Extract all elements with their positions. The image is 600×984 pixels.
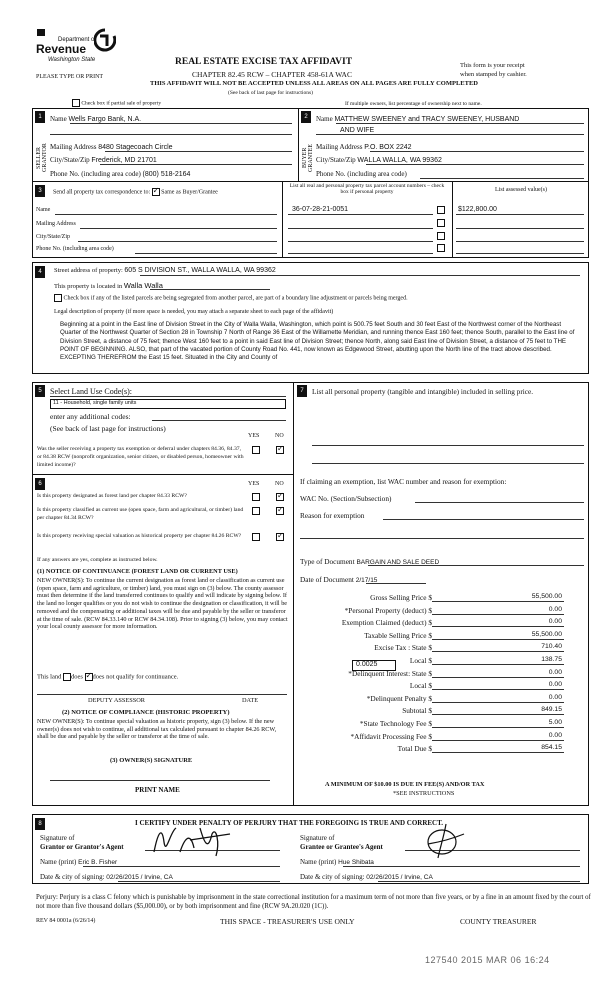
calc-row-label: Total Due $: [397, 744, 432, 753]
state-label: Washington State: [48, 57, 96, 63]
no-label-5: NO: [275, 433, 284, 439]
calc-row-value[interactable]: 5.00: [548, 719, 562, 726]
buyer-city[interactable]: WALLA WALLA, WA 99362: [357, 157, 442, 164]
continuance-text: NEW OWNER(S): To continue the current designation as forest land or classification as current use (open space, farm and agriculture, or timber) land, you must sign on (3) below. The county assessor must then determine if the land transferred continues to qualify and will indicate by signing below. If the land no longer qualifies or you do not wish to continue the designation or classification, it will be removed and the compensating or additional taxes will be due and payable by the seller or transferor at the time of sale. (RCW 84.33.140 or RCW 84.34.108). Prior to signing (3) below, you may contact your local county assessor for more information.: [37, 577, 288, 631]
this-land-label: This land: [37, 673, 62, 681]
calc-row-value[interactable]: 854.15: [541, 744, 562, 751]
section-4-number: 4: [35, 266, 45, 278]
calc-row-label: *Delinquent Interest: State $: [348, 669, 432, 678]
doc-date[interactable]: 2/17/15: [355, 577, 378, 584]
buyer-address-label: Mailing Address: [316, 143, 363, 151]
seller-phone-label: Phone No. (including area code): [50, 170, 141, 178]
grantor-sig-of: Signature of: [40, 834, 75, 842]
historic-yes-checkbox[interactable]: [252, 533, 260, 541]
grantor-print-label: Name (print): [40, 858, 77, 866]
exemption-yes-checkbox[interactable]: [252, 446, 260, 454]
no-label-6: NO: [275, 481, 284, 487]
section-3-number: 3: [35, 185, 45, 197]
legal-label: Legal description of property (if more space is needed, you may attach a separate sheet to each page of the affidavit): [54, 309, 334, 315]
yes-label-5: YES: [248, 433, 260, 439]
see-back-label: (See back of last page for instructions): [228, 90, 313, 96]
calc-row-label: Subtotal $: [402, 706, 432, 715]
deputy-assessor-label: DEPUTY ASSESSOR: [88, 697, 145, 704]
grantee-agent-label: Grantee or Grantee's Agent: [300, 843, 383, 851]
parcel-1-personal-checkbox[interactable]: [437, 206, 445, 214]
calc-row-value[interactable]: 0.00: [548, 694, 562, 701]
calc-row-value[interactable]: 55,500.00: [531, 631, 562, 638]
grantor-agent-label: Grantor or Grantor's Agent: [40, 843, 124, 851]
forest-yes-checkbox[interactable]: [252, 493, 260, 501]
current-use-yes-checkbox[interactable]: [252, 507, 260, 515]
continuance-title: (1) NOTICE OF CONTINUANCE (FOREST LAND OR CURRENT USE): [37, 568, 238, 575]
section-8-number: 8: [35, 818, 45, 830]
section-7-number: 7: [297, 385, 307, 397]
grantor-date[interactable]: 02/26/2015 / Irvine, CA: [106, 874, 173, 881]
land-use-code-field[interactable]: [50, 399, 286, 409]
calc-row-label: Local $: [409, 681, 432, 690]
calc-row-value[interactable]: 0.00: [548, 606, 562, 613]
does-not-label: does not: [92, 673, 115, 681]
historic-no-checkbox[interactable]: [276, 533, 284, 541]
grantee-date[interactable]: 02/26/2015 / Irvine, CA: [366, 874, 433, 881]
chapter-label: CHAPTER 82.45 RCW – CHAPTER 458-61A WAC: [192, 70, 352, 79]
grantee-date-label: Date & city of signing:: [300, 873, 365, 881]
grantee-name[interactable]: Hue Shibata: [338, 859, 374, 866]
calc-row-value[interactable]: 0.00: [548, 618, 562, 625]
segregated-label: Check box if any of the listed parcels are being segregated from another parcel, are part of a boundary line adjustment or parcels being merged.: [63, 295, 408, 302]
located-label: This property is located in: [54, 283, 123, 290]
doc-type-label: Type of Document: [300, 557, 355, 566]
same-as-buyer-label: Same as Buyer/Grantee: [161, 189, 218, 196]
calc-row-value[interactable]: 55,500.00: [531, 593, 562, 600]
print-name-label: PRINT NAME: [135, 786, 180, 794]
certify-label: I CERTIFY UNDER PENALTY OF PERJURY THAT THE FOREGOING IS TRUE AND CORRECT.: [135, 819, 444, 827]
minimum-due-label: A MINIMUM OF $10.00 IS DUE IN FEE(S) AND/OR TAX: [325, 781, 485, 788]
logo-mark-icon: [94, 28, 116, 52]
grantor-date-label: Date & city of signing:: [40, 873, 105, 881]
calc-row-label: Gross Selling Price $: [370, 593, 432, 602]
county-treasurer-label: COUNTY TREASURER: [460, 917, 537, 926]
current-use-question: Is this property classified as current use (open space, farm and agricultural, or timber) land per chapter 84.34 RCW?: [37, 507, 244, 521]
land-does-not-checkbox[interactable]: [85, 673, 93, 681]
recording-stamp: 127540 2015 MAR 06 16:24: [425, 955, 550, 965]
section-5-number: 5: [35, 385, 45, 397]
additional-codes-label: enter any additional codes:: [50, 412, 131, 421]
calc-row-value[interactable]: 0.00: [548, 669, 562, 676]
please-type: PLEASE TYPE OR PRINT: [36, 74, 104, 80]
multiple-owners-label: If multiple owners, list percentage of ownership next to name.: [345, 101, 482, 107]
warning-label: THIS AFFIDAVIT WILL NOT BE ACCEPTED UNLESS ALL AREAS ON ALL PAGES ARE FULLY COMPLETED: [150, 80, 478, 87]
land-does-checkbox[interactable]: [63, 673, 71, 681]
street-label: Street address of property:: [54, 267, 123, 274]
calc-row-label: *Affidavit Processing Fee $: [350, 732, 432, 741]
wac-label: WAC No. (Section/Subsection): [300, 494, 392, 503]
calc-row-label: *Delinquent Penalty $: [366, 694, 432, 703]
see-back-5: (See back of last page for instructions): [50, 424, 166, 433]
if-any-label: If any answers are yes, complete as instructed below.: [37, 557, 158, 563]
calc-row-value[interactable]: 0.00: [548, 681, 562, 688]
current-use-no-checkbox[interactable]: [276, 507, 284, 515]
revenue-logo: [36, 28, 126, 68]
treasurer-space-label: THIS SPACE - TREASURER'S USE ONLY: [220, 917, 355, 926]
buyer-name-label: Name: [316, 115, 333, 123]
parcel-4-personal-checkbox[interactable]: [437, 244, 445, 252]
form-title: REAL ESTATE EXCISE TAX AFFIDAVIT: [175, 57, 353, 67]
rate-field[interactable]: [352, 660, 396, 671]
rev-form-number: REV 84 0001a (6/26/14): [36, 918, 96, 924]
buyer-grantee-label: BUYER GRANTEE: [302, 144, 314, 172]
corr-address-label: Mailing Address: [36, 221, 76, 227]
grantee-print-label: Name (print): [300, 858, 337, 866]
partial-sale-checkbox[interactable]: [72, 99, 80, 107]
parcel-list-header: List all real and personal property tax parcel account numbers – check box if personal property: [289, 183, 445, 195]
receipt-2: when stamped by cashier.: [460, 71, 527, 78]
partial-sale-label: Check box if partial sale of property: [81, 100, 162, 107]
assessed-header: List assessed value(s): [495, 187, 547, 193]
legal-description[interactable]: Beginning at a point in the East line of Division Street in the City of Walla Walla, Washington, which point is 500.75 feet South and 30 feet East of the Northwest corner of the Northeast Quarter of the Northwest Quarter of Section 28 in Township 7 North of Range 36 East of the Willamette Meridian, and running thence East 160 feet; thence South, parallel to the East line of Division Street, a distance of 75 feet; thence West 160 feet to a point in said East line of Division Street; thence North, along said East line of Division Street, a distance of 75 feet to THE POINT OF BEGINNING. ALSO, that part of the vacated portion of County Road No. 441, now known as Edgewood Street, abutting upon the North line of the tract above described. EXCEPTING THEREFROM the East 15 feet. Situated in the City and County of: [60, 321, 575, 362]
seller-city-label: City/State/Zip: [50, 156, 90, 164]
forest-no-checkbox[interactable]: [276, 493, 284, 501]
qualify-label: qualify for continuance.: [116, 673, 179, 681]
calc-row-label: *Personal Property (deduct) $: [344, 606, 432, 615]
reason-label: Reason for exemption: [300, 511, 365, 520]
section-6-number: 6: [35, 478, 45, 490]
owner-signature-label: (3) OWNER(S) SIGNATURE: [110, 757, 193, 764]
yes-label-6: YES: [248, 481, 260, 487]
does-label: does: [71, 673, 83, 681]
land-use-code: 11 - Household, single family units: [53, 400, 137, 406]
corr-city-label: City/State/Zip: [36, 234, 70, 240]
personal-property-label: List all personal property (tangible and intangible) included in selling price.: [312, 387, 534, 396]
calc-row-label: Excise Tax : State $: [374, 643, 432, 652]
buyer-name-line2[interactable]: AND WIFE: [340, 127, 375, 134]
select-land-use-label: Select Land Use Code(s):: [50, 387, 132, 396]
seller-address[interactable]: 8480 Stagecoach Circle: [98, 144, 173, 151]
calc-row-label: *State Technology Fee $: [359, 719, 432, 728]
section-2-number: 2: [301, 111, 311, 123]
seller-address-label: Mailing Address: [50, 143, 97, 151]
historic-question: Is this property receiving special valuation as historical property per chapter 84.26 RCW?: [37, 533, 242, 539]
exemption-no-checkbox[interactable]: [276, 446, 284, 454]
street-address[interactable]: 605 S DIVISION ST., WALLA WALLA, WA 99362: [124, 267, 276, 274]
parcel-2-personal-checkbox[interactable]: [437, 219, 445, 227]
same-as-buyer-checkbox[interactable]: [152, 188, 160, 196]
grantor-signature: [150, 822, 240, 858]
see-instructions-label: *SEE INSTRUCTIONS: [393, 790, 455, 797]
dept-label: Department of: [58, 37, 97, 43]
seller-city[interactable]: Frederick, MD 21701: [91, 157, 157, 164]
grantee-sig-of: Signature of: [300, 834, 335, 842]
seller-name[interactable]: Wells Fargo Bank, N.A.: [68, 116, 142, 123]
parcel-number[interactable]: 36-07-28-21-0051: [292, 206, 349, 213]
calc-row-label: Taxable Selling Price $: [364, 631, 432, 640]
calc-row-value[interactable]: 0.00: [548, 732, 562, 739]
seller-name-label: Name: [50, 115, 67, 123]
corr-phone-label: Phone No. (including area code): [36, 246, 114, 252]
corr-name-label: Name: [36, 207, 51, 213]
buyer-address[interactable]: P.O. BOX 2242: [364, 144, 412, 151]
compliance-title: (2) NOTICE OF COMPLIANCE (HISTORIC PROPERTY): [62, 709, 230, 716]
calc-row-value[interactable]: 138.75: [541, 656, 562, 663]
grantor-name[interactable]: Eric B. Fisher: [78, 859, 118, 866]
buyer-city-label: City/State/Zip: [316, 156, 356, 164]
calc-row-label: Local $: [409, 656, 432, 665]
calc-row-value[interactable]: 849.15: [541, 706, 562, 713]
grantee-signature: [420, 820, 470, 860]
date-label: DATE: [242, 697, 259, 704]
compliance-text: NEW OWNER(S): To continue special valuation as historic property, sign (3) below. If the new owner(s) does not wish to continue, all additional tax calculated pursuant to chapter 84.26 RCW, shall be due and payable by the seller or transferor at the time of sale.: [37, 718, 277, 741]
forest-question: Is this property designated as forest land per chapter 84.33 RCW?: [37, 493, 187, 499]
seller-phone[interactable]: (800) 518-2164: [142, 171, 191, 178]
exemption-question: Was the seller receiving a property tax exemption or deferral under chapters 84.36, 84.37, or 84.38 RCW (nonprofit organization, senior citizen, or disabled person, homeowner with limited income)?: [37, 446, 244, 468]
perjury-text: Perjury: Perjury is a class C felony which is punishable by imprisonment in the state correctional institution for a maximum term of not more than five years, or by a fine in an amount fixed by the court of not more than five thousand dollars ($5,000.00), or by both imprisonment and fine (RCW 9A.20.020 (1C)).: [36, 894, 591, 910]
doc-type[interactable]: BARGAIN AND SALE DEED: [356, 559, 440, 566]
located-in[interactable]: Walla Walla: [123, 281, 163, 290]
buyer-name[interactable]: MATTHEW SWEENEY and TRACY SWEENEY, HUSBAND: [334, 116, 520, 123]
state-map-icon: [36, 28, 46, 38]
doc-date-label: Date of Document: [300, 575, 354, 584]
assessed-value[interactable]: $122,800.00: [458, 206, 497, 213]
segregated-checkbox[interactable]: [54, 294, 62, 302]
rate-value: 0.0025: [356, 661, 378, 668]
parcel-3-personal-checkbox[interactable]: [437, 232, 445, 240]
buyer-phone-label: Phone No. (including area code): [316, 170, 407, 178]
calc-row-value[interactable]: 710.40: [541, 643, 562, 650]
receipt-1: This form is your receipt: [460, 62, 525, 69]
calc-row-label: Exemption Claimed (deduct) $: [341, 618, 432, 627]
revenue-label: Revenue: [36, 42, 87, 56]
seller-grantor-label: SELLER GRANTOR: [36, 143, 48, 173]
send-correspondence-label: Send all property tax correspondence to:: [53, 189, 151, 196]
claim-exemption-label: If claiming an exemption, list WAC number and reason for exemption:: [300, 477, 507, 486]
section-1-number: 1: [35, 111, 45, 123]
